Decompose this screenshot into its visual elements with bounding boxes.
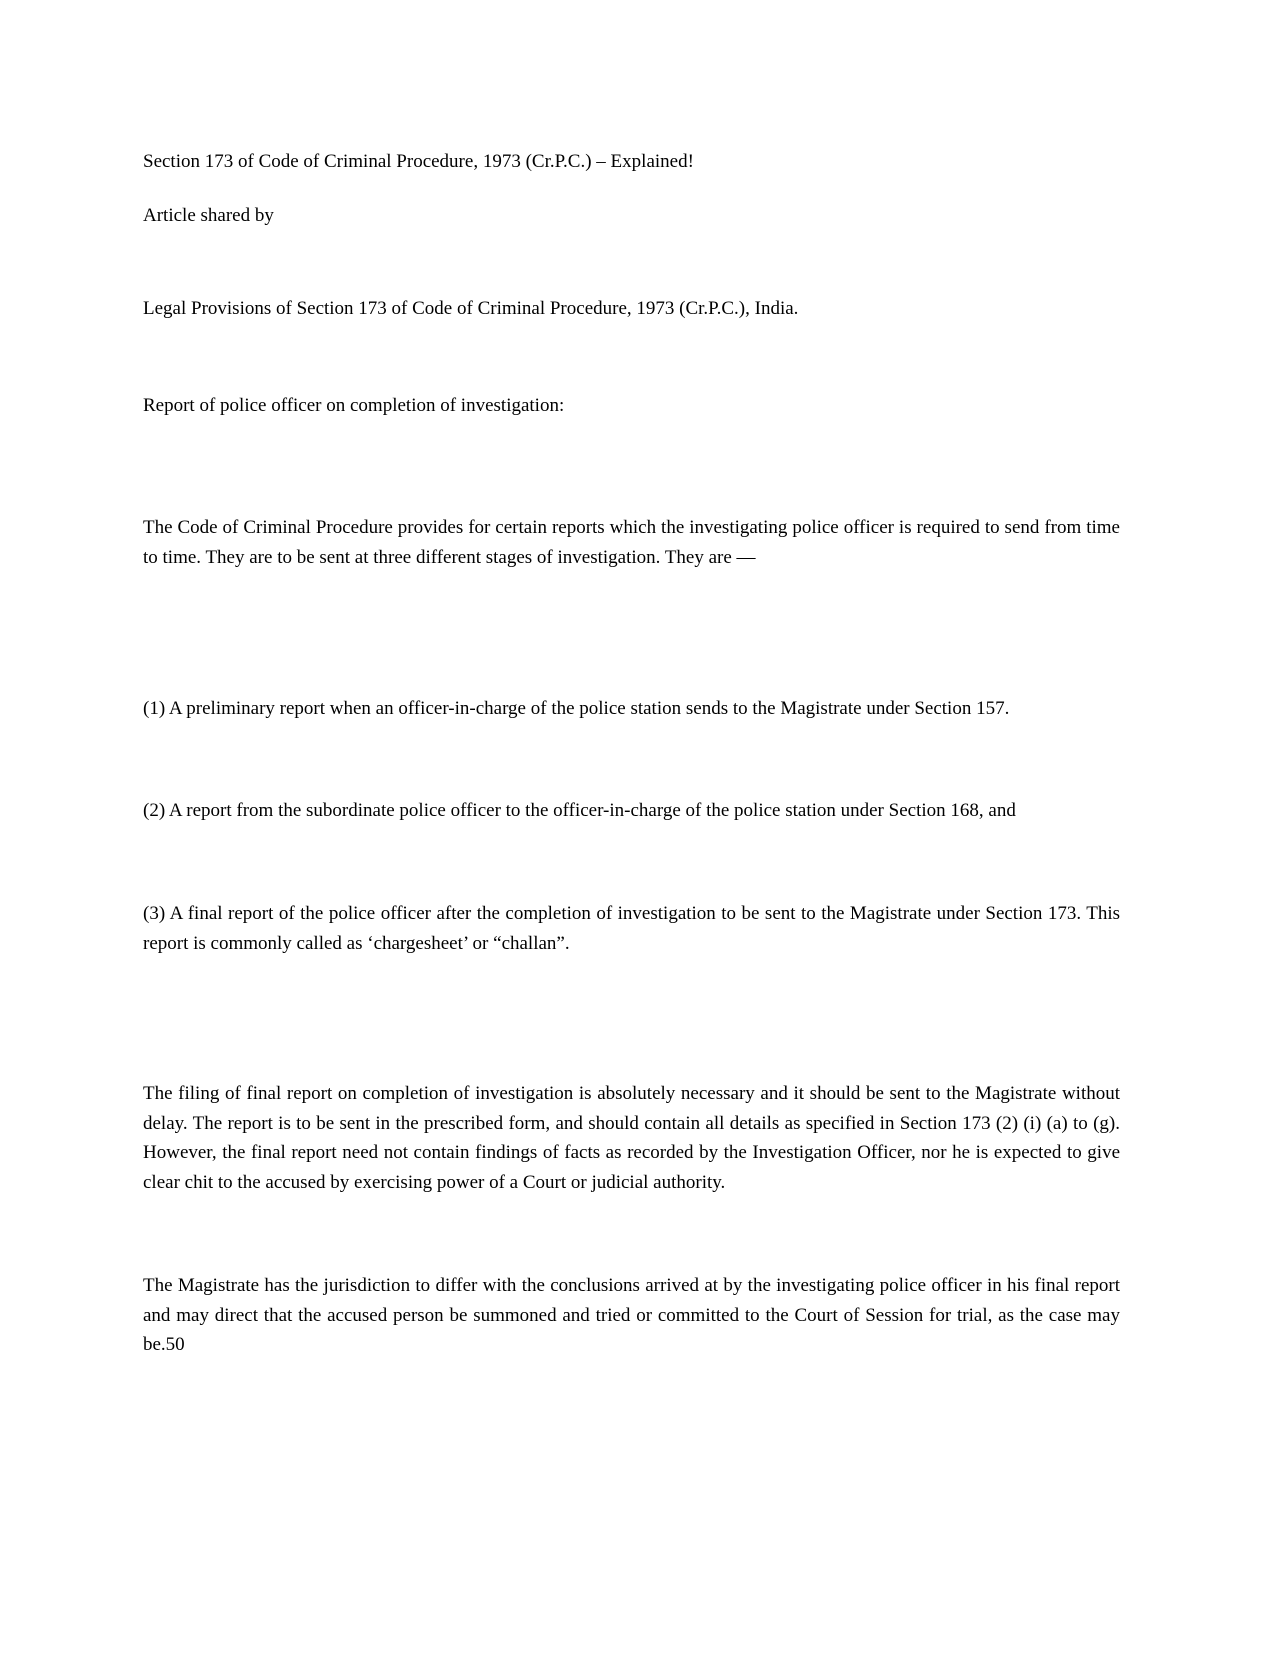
list-item-3: (3) A final report of the police officer after the completion of investigation to be sent to the Magistrate under Section 173. This report is commonly called as ‘chargesheet’ or “challan”. xyxy=(143,903,1120,954)
filing-paragraph: The filing of final report on completion of investigation is absolutely necessary and it should be sent to the Magistrate without delay. The report is to be sent in the prescribed form, and should contain all details as specified in Section 173 (2) (i) (a) to (g). However, the final report need not contain findings of facts as recorded by the Investigation Officer, nor he is expected to give clear chit to the accused by exercising power of a Court or judicial authority. xyxy=(143,1083,1120,1193)
list-item-2: (2) A report from the subordinate police officer to the officer-in-charge of the police station under Section 168, and xyxy=(143,799,1016,821)
legal-provisions-heading: Legal Provisions of Section 173 of Code of Criminal Procedure, 1973 (Cr.P.C.), India. xyxy=(143,298,799,319)
report-heading: Report of police officer on completion of investigation: xyxy=(143,394,565,416)
byline: Article shared by xyxy=(143,204,274,226)
magistrate-paragraph: The Magistrate has the jurisdiction to differ with the conclusions arrived at by the investigating police officer in his final report and may direct that the accused person be summoned and tried or committed to the Court of Session for trial, as the case may be.50 xyxy=(143,1275,1120,1355)
list-item-1: (1) A preliminary report when an officer-in-charge of the police station sends to the Magistrate under Section 157. xyxy=(143,698,1010,719)
intro-paragraph: The Code of Criminal Procedure provides for certain reports which the investigating police officer is required to send from time to time. They are to be sent at three different stages of investigation. They are — xyxy=(143,517,1120,568)
document-title: Section 173 of Code of Criminal Procedure, 1973 (Cr.P.C.) – Explained! xyxy=(143,151,694,172)
